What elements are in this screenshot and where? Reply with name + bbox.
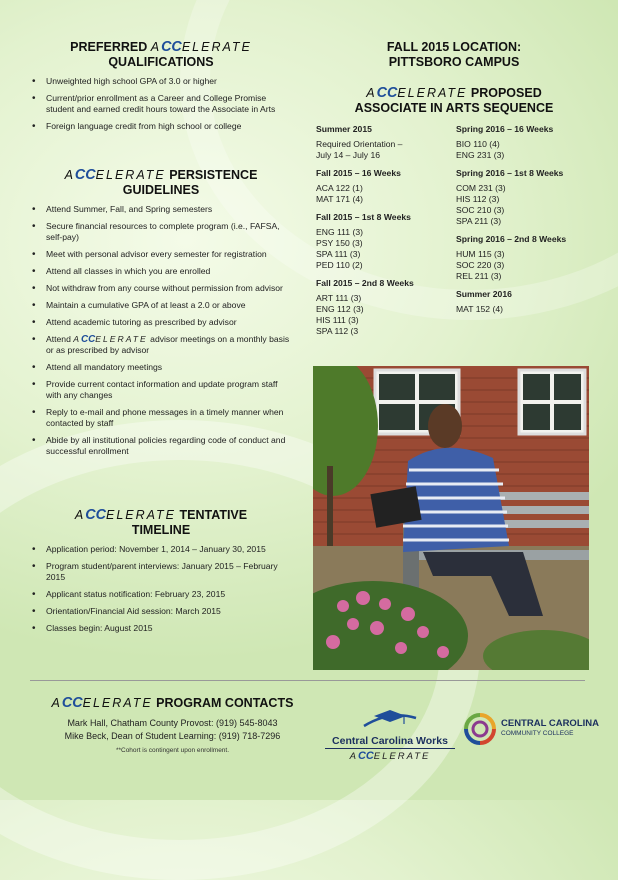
- course-item: ART 111 (3): [316, 293, 362, 303]
- persistence-section: [30, 168, 292, 463]
- sequence-column-2: [456, 124, 596, 315]
- list-item: • Attend all classes in which you are enrolled: [30, 266, 292, 277]
- term-heading: Fall 2015 – 1st 8 Weeks: [316, 212, 411, 222]
- ccw-logo-brand: ACCELERATE: [349, 750, 431, 762]
- location-title: FALL 2015 LOCATION: PITTSBORO CAMPUS: [386, 40, 522, 69]
- persistence-title: ACCELERATE PERSISTENCE GUIDELINES: [64, 167, 258, 197]
- course-item: HIS 111 (3): [316, 315, 359, 325]
- course-item: Required Orientation –: [316, 139, 403, 149]
- qualifications-section: [30, 40, 292, 138]
- list-item: • Unweighted high school GPA of 3.0 or higher: [30, 76, 292, 87]
- list-item: • Orientation/Financial Aid session: March 2015: [30, 606, 292, 617]
- course-item: PED 110 (2): [316, 260, 363, 270]
- list-item: • Classes begin: August 2015: [30, 623, 292, 634]
- list-item: • Foreign language credit from high school or college: [30, 121, 292, 132]
- course-item: BIO 110 (4): [456, 139, 500, 149]
- course-item: ENG 111 (3): [316, 227, 363, 237]
- term-heading: Spring 2016 – 1st 8 Weeks: [456, 168, 564, 178]
- list-item: • Provide current contact information and update program staff with any changes: [30, 379, 292, 401]
- list-item: • Secure financial resources to complete program (i.e., FAFSA, self-pay): [30, 221, 292, 243]
- course-item: July 14 – July 16: [316, 150, 381, 160]
- cohort-note: **Cohort is contingent upon enrollment.: [115, 747, 230, 754]
- list-item: • Application period: November 1, 2014 – January 30, 2015: [30, 544, 292, 555]
- term-heading: Spring 2016 – 2nd 8 Weeks: [456, 234, 567, 244]
- divider: [30, 680, 585, 681]
- contact-line: Mike Beck, Dean of Student Learning: (919) 718-7296: [64, 731, 281, 741]
- course-item: PSY 150 (3): [316, 238, 363, 248]
- timeline-list: [30, 544, 292, 634]
- list-item: • Not withdraw from any course without permission from advisor: [30, 283, 292, 294]
- course-item: MAT 152 (4): [456, 304, 503, 314]
- term-heading: Spring 2016 – 16 Weeks: [456, 124, 554, 134]
- course-item: SOC 210 (3): [456, 205, 505, 215]
- list-item: • Attend all mandatory meetings: [30, 362, 292, 373]
- qualifications-title: PREFERRED ACCELERATE QUALIFICATIONS: [70, 39, 252, 69]
- ccw-logo-name: Central Carolina Works: [325, 735, 455, 749]
- term-heading: Summer 2015: [316, 124, 372, 134]
- list-item: • Reply to e-mail and phone messages in a timely manner when contacted by staff: [30, 407, 292, 429]
- sequence-column-1: [316, 124, 456, 337]
- list-item: • Program student/parent interviews: January 2015 – February 2015: [30, 561, 292, 583]
- central-carolina-works-logo: [325, 708, 455, 762]
- list-item-advisor-meetings: • Attend ACCELERATE advisor meetings on a monthly basis or as prescribed by advisor: [30, 334, 292, 356]
- persistence-list: [30, 204, 292, 457]
- course-item: COM 231 (3): [456, 183, 506, 193]
- term-heading: Summer 2016: [456, 289, 512, 299]
- course-item: HIS 112 (3): [456, 194, 500, 204]
- sequence-title: ACCELERATE PROPOSED ASSOCIATE IN ARTS SEQUENCE: [354, 85, 554, 115]
- list-item: • Attend Summer, Fall, and Spring semesters: [30, 204, 292, 215]
- course-item: SPA 112 (3: [316, 326, 359, 336]
- qualifications-list: [30, 76, 292, 132]
- term-heading: Fall 2015 – 16 Weeks: [316, 168, 401, 178]
- graduation-cap-icon: [360, 708, 420, 730]
- list-item: • Attend academic tutoring as prescribed by advisor: [30, 317, 292, 328]
- term-heading: Fall 2015 – 2nd 8 Weeks: [316, 278, 414, 288]
- course-item: ENG 231 (3): [456, 150, 505, 160]
- list-item: • Meet with personal advisor every semester for registration: [30, 249, 292, 260]
- course-item: SOC 220 (3): [456, 260, 505, 270]
- course-item: MAT 171 (4): [316, 194, 363, 204]
- cccc-logo-line1: CENTRAL CAROLINA: [501, 718, 599, 729]
- list-item: • Maintain a cumulative GPA of at least a 2.0 or above: [30, 300, 292, 311]
- contacts-section: [30, 696, 315, 756]
- course-item: SPA 211 (3): [456, 216, 502, 226]
- contacts-title: ACCELERATE PROGRAM CONTACTS: [51, 695, 294, 711]
- course-item: ACA 122 (1): [316, 183, 363, 193]
- course-item: ENG 112 (3): [316, 304, 364, 314]
- timeline-title: ACCELERATE TENTATIVE TIMELINE: [74, 507, 248, 537]
- list-item: • Applicant status notification: February 23, 2015: [30, 589, 292, 600]
- cccc-swirl-icon: [463, 712, 497, 746]
- timeline-section: [30, 508, 292, 640]
- cccc-logo-line2: COMMUNITY COLLEGE: [501, 730, 574, 737]
- course-item: HUM 115 (3): [456, 249, 505, 259]
- list-item: • Current/prior enrollment as a Career and College Promise student and earned credit hours toward the Associate in Arts: [30, 93, 292, 115]
- course-item: REL 211 (3): [456, 271, 502, 281]
- contact-line: Mark Hall, Chatham County Provost: (919) 545-8043: [67, 718, 278, 728]
- course-item: SPA 111 (3): [316, 249, 361, 259]
- student-photo: [313, 366, 589, 670]
- list-item: • Abide by all institutional policies regarding code of conduct and successful enrollment: [30, 435, 292, 457]
